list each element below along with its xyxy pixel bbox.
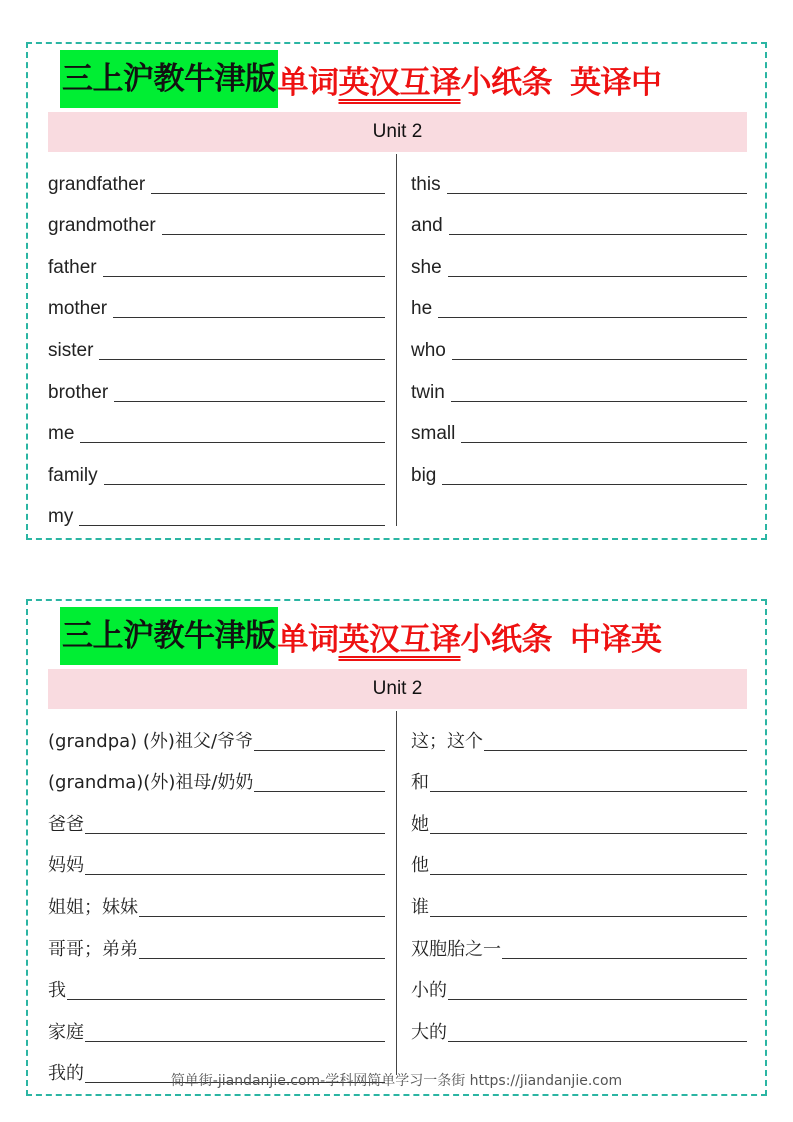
word-row	[411, 239, 747, 281]
card-title	[60, 50, 662, 108]
word-prompt: 家庭	[48, 1021, 84, 1043]
word-row	[411, 1004, 747, 1046]
right-word-column	[411, 156, 747, 489]
answer-blank-line[interactable]	[502, 957, 747, 959]
answer-blank-line[interactable]	[438, 316, 747, 318]
word-prompt: 爸爸	[48, 813, 84, 835]
word-prompt: big	[411, 464, 437, 486]
answer-blank-line[interactable]	[80, 441, 385, 443]
answer-blank-line[interactable]	[114, 400, 385, 402]
word-prompt: me	[48, 423, 75, 445]
word-row	[411, 322, 747, 364]
word-prompt: grandmother	[48, 215, 156, 237]
word-row	[48, 713, 385, 755]
word-row	[411, 156, 747, 198]
word-row	[411, 755, 747, 797]
word-row	[48, 921, 385, 963]
word-prompt: 姐姐；妹妹	[48, 896, 138, 918]
word-row	[48, 963, 385, 1005]
word-row	[48, 796, 385, 838]
word-row	[48, 838, 385, 880]
word-row	[48, 406, 385, 448]
answer-blank-line[interactable]	[449, 233, 747, 235]
answer-blank-line[interactable]	[113, 316, 385, 318]
word-row	[48, 447, 385, 489]
word-row	[48, 489, 385, 531]
left-word-column	[48, 156, 385, 530]
word-prompt: 谁	[411, 896, 429, 918]
column-divider	[396, 154, 397, 526]
word-row	[411, 838, 747, 880]
card-title	[60, 607, 662, 665]
answer-blank-line[interactable]	[447, 192, 747, 194]
title-main: 单词英汉互译小纸条 英译中	[277, 64, 662, 101]
answer-blank-line[interactable]	[79, 524, 385, 526]
word-row	[48, 755, 385, 797]
title-highlight: 三上沪教牛津版	[60, 50, 278, 108]
answer-blank-line[interactable]	[67, 998, 385, 1000]
answer-blank-line[interactable]	[85, 832, 385, 834]
word-row	[48, 879, 385, 921]
word-prompt: twin	[411, 381, 445, 403]
word-prompt: 大的	[411, 1021, 447, 1043]
answer-blank-line[interactable]	[430, 873, 747, 875]
answer-blank-line[interactable]	[254, 749, 385, 751]
word-prompt: 我的	[48, 1063, 84, 1085]
word-row	[411, 406, 747, 448]
word-prompt: grandfather	[48, 173, 146, 195]
title-highlight: 三上沪教牛津版	[60, 607, 278, 665]
right-word-column	[411, 713, 747, 1046]
word-prompt: 小的	[411, 980, 447, 1002]
word-prompt: mother	[48, 298, 108, 320]
page-footer: 简单街-jiandanjie.com-学科网简单学习一条街 https://jiandanjie.com	[170, 1073, 623, 1089]
word-prompt: 我	[48, 980, 66, 1002]
answer-blank-line[interactable]	[448, 998, 747, 1000]
answer-blank-line[interactable]	[451, 400, 747, 402]
word-row	[411, 921, 747, 963]
word-prompt: this	[411, 173, 441, 195]
answer-blank-line[interactable]	[448, 1040, 747, 1042]
word-row	[411, 447, 747, 489]
answer-blank-line[interactable]	[254, 790, 385, 792]
word-prompt: 妈妈	[48, 855, 84, 877]
word-row	[48, 364, 385, 406]
word-row	[48, 281, 385, 323]
answer-blank-line[interactable]	[162, 233, 385, 235]
answer-blank-line[interactable]	[103, 275, 385, 277]
answer-blank-line[interactable]	[139, 957, 385, 959]
word-row	[411, 796, 747, 838]
title-main: 单词英汉互译小纸条 中译英	[277, 621, 662, 658]
word-prompt: sister	[48, 339, 94, 361]
word-prompt: he	[411, 298, 433, 320]
word-row	[411, 713, 747, 755]
answer-blank-line[interactable]	[448, 275, 747, 277]
word-row	[48, 322, 385, 364]
word-row	[48, 1004, 385, 1046]
answer-blank-line[interactable]	[85, 1040, 385, 1042]
word-prompt: my	[48, 506, 74, 528]
worksheet-card-zh-to-en	[26, 599, 767, 1096]
answer-blank-line[interactable]	[104, 483, 385, 485]
column-divider	[396, 711, 397, 1075]
answer-blank-line[interactable]	[452, 358, 747, 360]
unit-header: Unit 2	[48, 669, 747, 709]
worksheet-card-en-to-zh	[26, 42, 767, 540]
word-prompt: 他	[411, 855, 429, 877]
word-prompt: 她	[411, 813, 429, 835]
word-prompt: father	[48, 256, 97, 278]
answer-blank-line[interactable]	[484, 749, 747, 751]
word-prompt: she	[411, 256, 442, 278]
answer-blank-line[interactable]	[430, 790, 747, 792]
word-row	[411, 364, 747, 406]
word-prompt: who	[411, 339, 446, 361]
word-prompt: family	[48, 464, 98, 486]
word-row	[411, 879, 747, 921]
title-mode: 中译英	[570, 621, 662, 658]
left-word-column	[48, 713, 385, 1087]
word-prompt: brother	[48, 381, 109, 403]
word-row	[411, 198, 747, 240]
title-mode: 英译中	[570, 64, 662, 101]
answer-blank-line[interactable]	[430, 915, 747, 917]
answer-blank-line[interactable]	[430, 832, 747, 834]
answer-blank-line[interactable]	[461, 441, 747, 443]
word-prompt: 双胞胎之一	[411, 938, 501, 960]
word-row	[48, 198, 385, 240]
word-row	[48, 156, 385, 198]
word-prompt: 和	[411, 772, 429, 794]
answer-blank-line[interactable]	[442, 483, 747, 485]
unit-header: Unit 2	[48, 112, 747, 152]
answer-blank-line[interactable]	[85, 873, 385, 875]
word-prompt: and	[411, 215, 443, 237]
answer-blank-line[interactable]	[99, 358, 385, 360]
answer-blank-line[interactable]	[139, 915, 385, 917]
word-row	[48, 239, 385, 281]
word-prompt: 哥哥；弟弟	[48, 938, 138, 960]
word-row	[411, 963, 747, 1005]
word-prompt: (grandpa) (外)祖父/爷爷	[48, 730, 254, 752]
answer-blank-line[interactable]	[151, 192, 385, 194]
word-row	[411, 281, 747, 323]
word-prompt: (grandma)(外)祖母/奶奶	[48, 772, 254, 794]
word-prompt: 这；这个	[411, 730, 483, 752]
word-prompt: small	[411, 423, 456, 445]
